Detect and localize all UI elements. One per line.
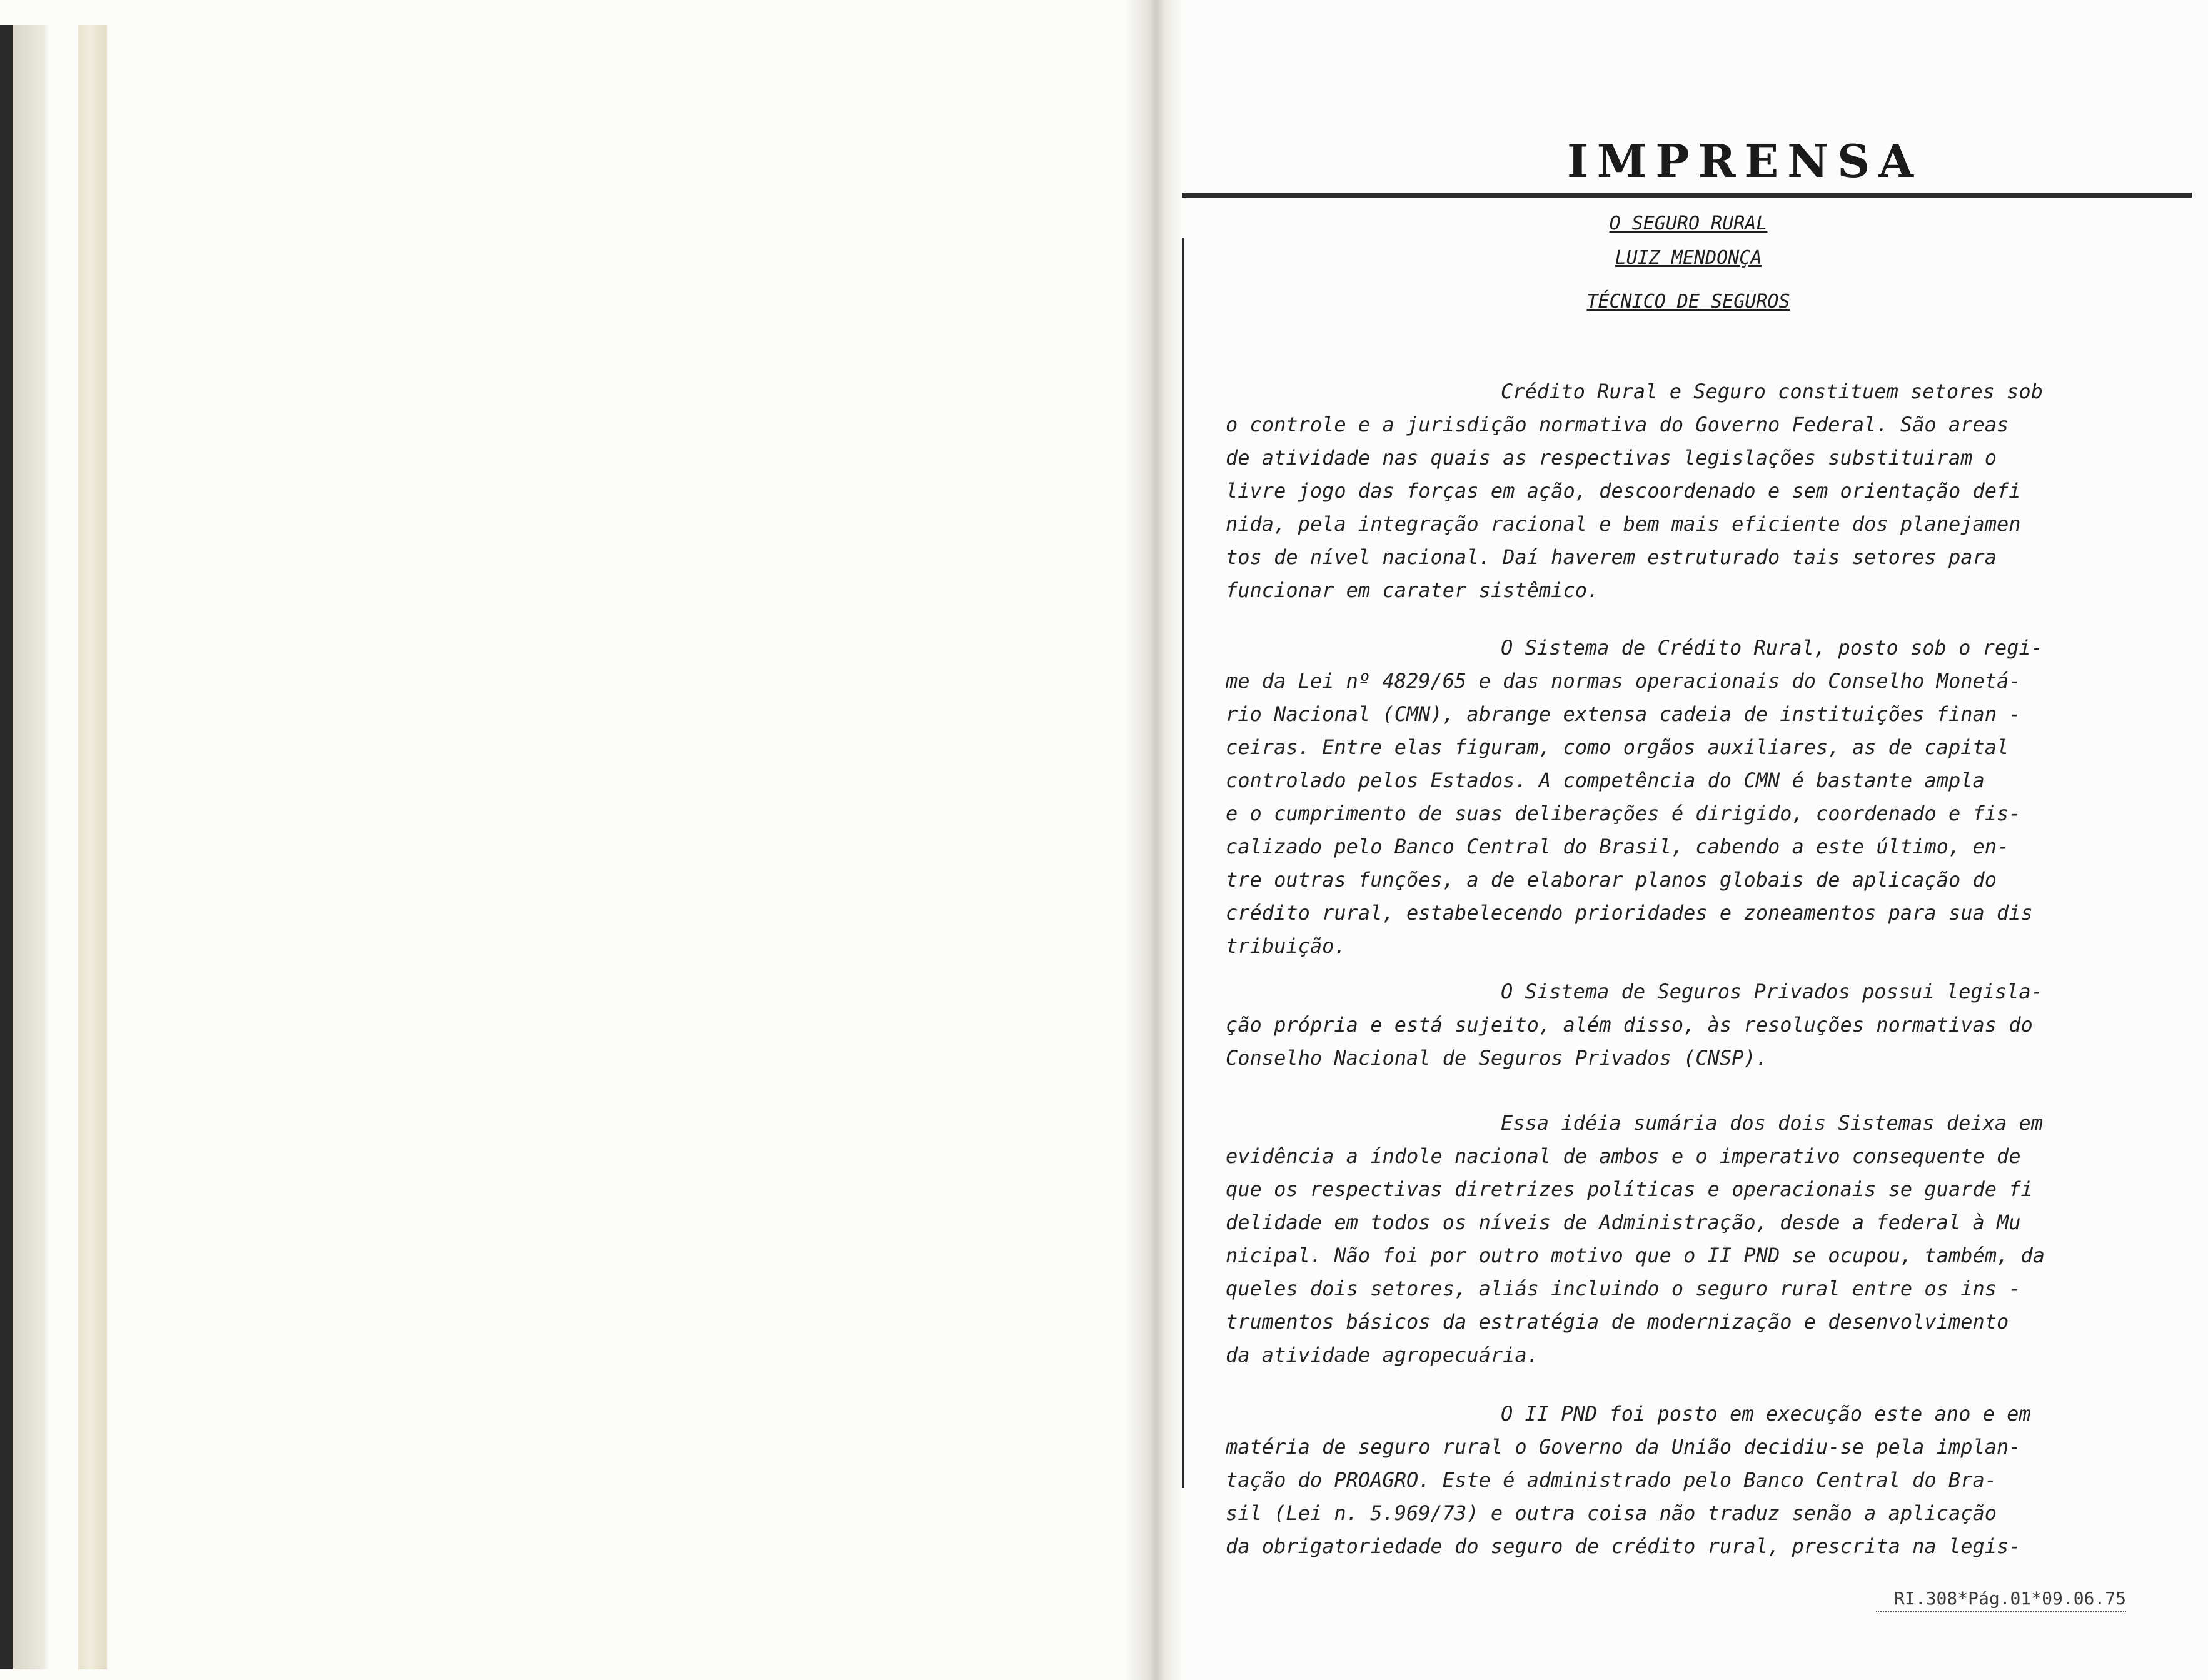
paragraph-line: O II PND foi posto em execução este ano e em <box>1501 1402 2031 1426</box>
paragraph-line: nicipal. Não foi por outro motivo que o II PND se ocupou, também, da <box>1226 1244 2045 1267</box>
paragraph-line: de atividade nas quais as respectivas legislações substituiram o <box>1226 446 1997 470</box>
paragraph-line: me da Lei nº 4829/65 e das normas operacionais do Conselho Monetá- <box>1226 669 2021 693</box>
paragraph-line: livre jogo das forças em ação, descoordenado e sem orientação defi <box>1226 479 2021 503</box>
paragraph-line: ção própria e está sujeito, além disso, às resoluções normativas do <box>1226 1013 2033 1037</box>
paragraph-line: da atividade agropecuária. <box>1226 1343 1539 1367</box>
paragraph-line: tre outras funções, a de elaborar planos globais de aplicação do <box>1226 868 1997 892</box>
left-margin-rule <box>1182 238 1184 1488</box>
paragraph-line: O Sistema de Seguros Privados possui legisla- <box>1501 980 2043 1003</box>
paragraph-line: trumentos básicos da estratégia de modernização e desenvolvimento <box>1226 1310 2009 1334</box>
paragraph-line: sil (Lei n. 5.969/73) e outra coisa não traduz senão a aplicação <box>1226 1501 1997 1525</box>
paragraph-line: o controle e a jurisdição normativa do Governo Federal. São areas <box>1226 413 2009 436</box>
paragraph <box>1226 1397 2120 1563</box>
paragraph-line: funcionar em carater sistêmico. <box>1226 578 1600 602</box>
paragraph-line: controlado pelos Estados. A competência do CMN é bastante ampla <box>1226 768 1985 792</box>
paragraph-line: tos de nível nacional. Daí haverem estruturado tais setores para <box>1226 545 1997 569</box>
paragraph-line: calizado pelo Banco Central do Brasil, cabendo a este último, en- <box>1226 835 2009 858</box>
paragraph <box>1226 375 2120 607</box>
paragraph-line: matéria de seguro rural o Governo da União decidiu-se pela implan- <box>1226 1435 2021 1459</box>
paragraph-line: crédito rural, estabelecendo prioridades e zoneamentos para sua dis <box>1226 901 2033 925</box>
paragraph <box>1226 1107 2120 1372</box>
left-page-binding-strip <box>78 25 107 1669</box>
paragraph-line: Crédito Rural e Seguro constituem setores sob <box>1501 380 2043 403</box>
book-gutter <box>1126 0 1182 1680</box>
paragraph-line: tribuição. <box>1226 934 1346 958</box>
paragraph-line: tação do PROAGRO. Este é administrado pelo Banco Central do Bra- <box>1226 1468 1997 1492</box>
paragraph-line: e o cumprimento de suas deliberações é dirigido, coordenado e fis- <box>1226 802 2021 825</box>
paragraph-line: queles dois setores, aliás incluindo o seguro rural entre os ins - <box>1226 1277 2021 1300</box>
article-author: LUIZ MENDONÇA <box>1615 247 1762 269</box>
paragraph-line: Conselho Nacional de Seguros Privados (CNSP). <box>1226 1046 1768 1070</box>
paragraph-line: rio Nacional (CMN), abrange extensa cadeia de instituições finan - <box>1226 702 2021 726</box>
article-author-role: TÉCNICO DE SEGUROS <box>1586 291 1790 313</box>
paragraph-line: da obrigatoriedade do seguro de crédito rural, prescrita na legis- <box>1226 1534 2021 1558</box>
paragraph-line: que os respectivas diretrizes políticas e operacionais se guarde fi <box>1226 1177 2033 1201</box>
paragraph-line: delidade em todos os níveis de Administração, desde a federal à Mu <box>1226 1210 2021 1234</box>
page-reference: RI.308*Pág.01*09.06.75 <box>1876 1588 2126 1612</box>
left-page-edge <box>0 25 49 1669</box>
paragraph <box>1226 631 2120 963</box>
masthead-title: IMPRENSA <box>1567 134 1922 188</box>
paragraph-line: nida, pela integração racional e bem mais eficiente dos planejamen <box>1226 512 2021 536</box>
paragraph-line: evidência a índole nacional de ambos e o imperativo consequente de <box>1226 1144 2021 1168</box>
paragraph-line: Essa idéia sumária dos dois Sistemas deixa em <box>1501 1111 2043 1135</box>
paragraph-line: O Sistema de Crédito Rural, posto sob o regi- <box>1501 636 2043 660</box>
article-title: O SEGURO RURAL <box>1609 213 1768 234</box>
paragraph <box>1226 975 2120 1075</box>
paragraph-line: ceiras. Entre elas figuram, como orgãos auxiliares, as de capital <box>1226 735 2009 759</box>
masthead-rule <box>1182 193 2192 198</box>
